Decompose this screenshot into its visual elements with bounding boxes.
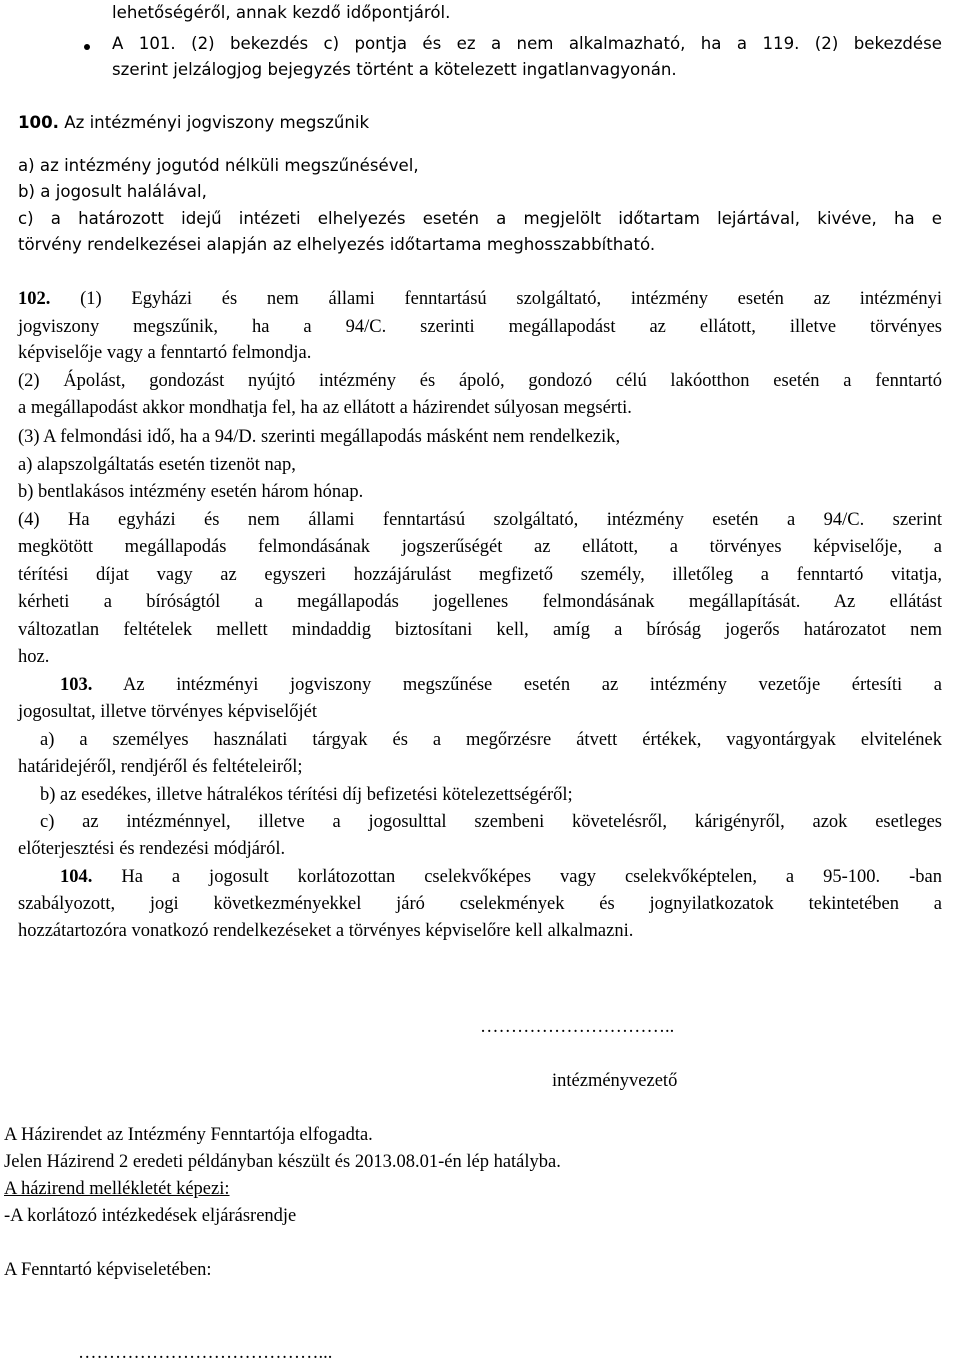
text-line: (1) Egyházi és nem állami fenntartású szolgáltató, intézmény esetén az intézményi	[50, 289, 942, 309]
text-line: c) az intézménnyel, illetve a jogosulttal szembeni követelésről, kárigényről, azok esetleges	[40, 812, 942, 832]
text-line: lehetőségéről, annak kezdő időpontjáról.	[112, 3, 451, 22]
text-line: (3) A felmondási idő, ha a 94/D. szerinti megállapodás másként nem rendelkezik,	[18, 427, 621, 447]
section-number: 104.	[60, 867, 93, 887]
text-line: térítési díjat vagy az egyszeri hozzájárulást megfizető személy, illetőleg a fenntartó vitatja,	[18, 565, 942, 585]
text-line: Az intézményi jogviszony megszűnése esetén az intézmény vezetője értesíti a	[92, 675, 942, 695]
text-line: b) az esedékes, illetve hátralékos térítési díj befizetési kötelezettségéről;	[40, 785, 573, 805]
section-number: 102.	[18, 289, 51, 309]
section-104-heading	[60, 864, 942, 890]
text-line: megkötött megállapodás felmondásának jogszerűségét az ellátott, a törvényes képviselője, a	[18, 537, 942, 557]
text-line: határidejéről, rendjéről és feltételeiről;	[18, 757, 303, 777]
signature-dots: …………………………..	[480, 1017, 675, 1037]
text-line: b) bentlakásos intézmény esetén három hónap.	[18, 482, 364, 502]
text-line: változatlan feltételek mellett mindaddig biztosítani kell, amíg a bíróság jogerős határozatot nem	[18, 620, 942, 640]
section-title: Az intézményi jogviszony megszűnik	[58, 113, 370, 132]
text-line: a) az intézmény jogutód nélküli megszűnésével,	[18, 156, 419, 175]
text-line: szerint jelzálogjog bejegyzés történt a kötelezett ingatlanvagyonán.	[112, 60, 677, 79]
text-line: Ha a jogosult korlátozottan cselekvőképes vagy cselekvőképtelen, a 95-100. -ban	[92, 867, 942, 887]
text-line: b) a jogosult halálával,	[18, 182, 207, 201]
footer-validity: Jelen Házirend 2 eredeti példányban készült és 2013.08.01-én lép hatályba.	[4, 1152, 561, 1172]
section-number: 100.	[18, 113, 59, 132]
text-line: A 101. (2) bekezdés c) pontja és ez a nem alkalmazható, ha a 119. (2) bekezdése	[112, 34, 942, 53]
text-line: kérheti a bíróságtól a megállapodás jogellenes felmondásának megállapítását. Az ellátást	[18, 592, 942, 612]
text-line: jogosultat, illetve törvényes képviselőjét	[18, 702, 318, 722]
text-line: a) a személyes használati tárgyak és a megőrzésre átvett értékek, vagyontárgyak elvitelének	[40, 730, 942, 750]
text-line: képviselője vagy a fenntartó felmondja.	[18, 343, 312, 363]
text-line: hozzátartozóra vonatkozó rendelkezéseket a törvényes képviselőre kell alkalmazni.	[18, 921, 634, 941]
signature-title: intézményvezető	[552, 1071, 678, 1091]
text-line: a) alapszolgáltatás esetén tizenöt nap,	[18, 455, 296, 475]
footer-annex-item: -A korlátozó intézkedések eljárásrendje	[4, 1206, 297, 1226]
section-103-heading	[60, 672, 942, 698]
footer-annex-heading	[4, 1176, 942, 1202]
text-line: jogviszony megszűnik, ha a 94/C. szerinti megállapodást az ellátott, illetve törvényes	[18, 317, 942, 337]
bullet-icon	[84, 44, 90, 50]
text-line: hoz.	[18, 647, 50, 667]
footer-accepted: A Házirendet az Intézmény Fenntartója elfogadta.	[4, 1125, 373, 1145]
annex-heading-text: A házirend mellékletét képezi:	[4, 1179, 230, 1199]
footer-representative: A Fenntartó képviseletében:	[4, 1260, 212, 1280]
section-102-heading	[18, 286, 942, 312]
section-100-heading	[18, 110, 942, 136]
text-line: c) a határozott idejű intézeti elhelyezés esetén a megjelölt időtartam lejártával, kivéve, ha e	[18, 209, 942, 228]
text-line: (4) Ha egyházi és nem állami fenntartású szolgáltató, intézmény esetén a 94/C. szerint	[18, 510, 942, 530]
section-number: 103.	[60, 675, 93, 695]
text-line: törvény rendelkezései alapján az elhelyezés időtartama meghosszabbítható.	[18, 235, 656, 254]
text-line: a megállapodást akkor mondhatja fel, ha az ellátott a házirendet súlyosan megsérti.	[18, 398, 632, 418]
text-line: előterjesztési és rendezési módjáról.	[18, 839, 286, 859]
text-line: szabályozott, jogi következményekkel járó cselekmények és jognyilatkozatok tekintetében a	[18, 894, 942, 914]
text-line: (2) Ápolást, gondozást nyújtó intézmény és ápoló, gondozó célú lakóotthon esetén a fenntartó	[18, 371, 942, 391]
representative-signature-dots: …………………………………...	[78, 1343, 333, 1363]
